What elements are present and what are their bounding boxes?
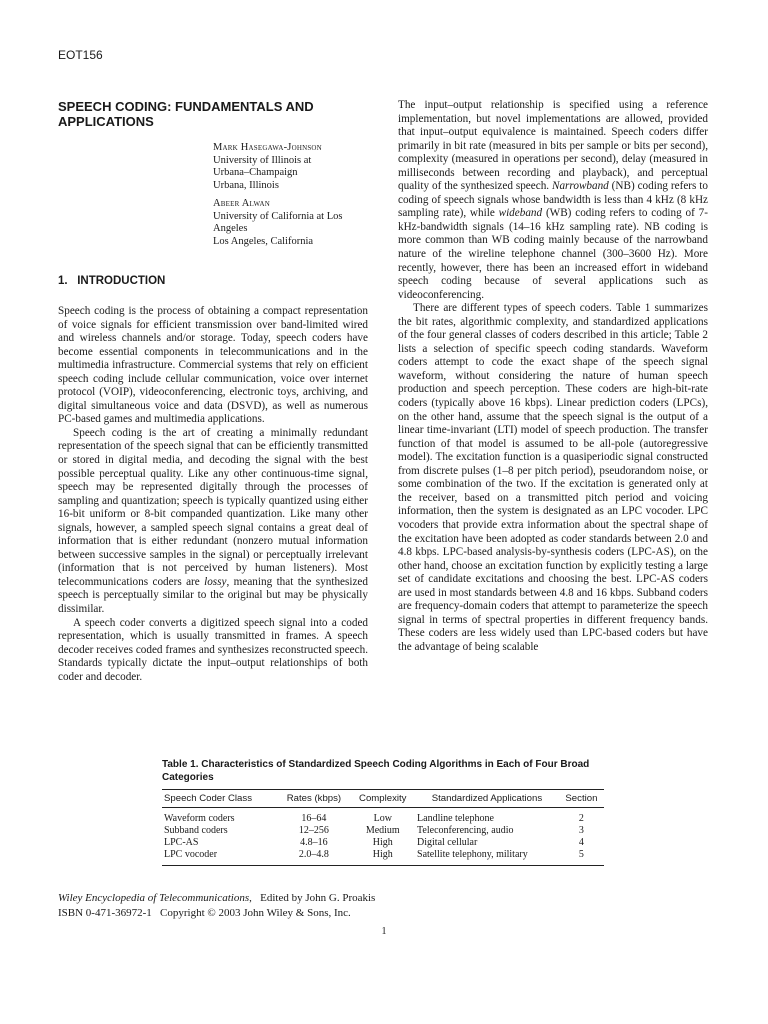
table-cell: 2 [578, 813, 584, 824]
coder-table [162, 789, 604, 866]
table-header-cell: Standardized Applications [415, 790, 559, 808]
section-heading [58, 275, 165, 287]
table-row [162, 849, 604, 866]
table-cell: 3 [578, 825, 584, 836]
table-header-cell: Complexity [351, 790, 416, 808]
table-cell: Digital cellular [417, 837, 478, 848]
table-cell: Teleconferencing, audio [417, 825, 514, 836]
emphasis: lossy [204, 575, 227, 588]
table-cell: Satellite telephony, military [415, 849, 559, 866]
affiliation-line: Urbana, Illinois [213, 179, 279, 191]
table-row [162, 837, 604, 849]
table-cell: Landline telephone [417, 813, 494, 824]
left-column [58, 305, 368, 684]
table-cell: 12–256 [298, 825, 329, 836]
table-header-cell: Section [559, 790, 604, 808]
paragraph: A speech coder converts a digitized speech signal into a coded representation, which is usually transmitted in frames. A speech decoder receives coded frames and synthesizes reconstructed speech. Standards typically dictate the input–output relationships of both coder and decoder. [58, 616, 368, 683]
affiliation-line: Angeles [213, 223, 248, 234]
author-affiliation [213, 211, 388, 249]
paragraph: The input–output relationship is specified using a reference implementation, but novel implementations are allowed, provided that input–output equivalence is maintained. Speech coders differ primarily in bit rate (measured in bits per sample or bits per second), complexity (measured in operations per second), delay (measured in milliseconds between recording and playback), and perceptual quality of the synthesized speech. Narrowband (NB) coding refers to coding of speech signals whose bandwidth is less than 4 kHz (8 kHz sampling rate), while wideband (WB) coding refers to coding of 7-kHz-bandwidth signals (14–16 kHz sampling rate). NB coding is more common than WB coding mainly because of the narrowband nature of the wireline telephone channel (300–3600 Hz). More recently, however, there has been an increased effort in wideband speech coding because of several applications such as videoconferencing. [398, 99, 708, 301]
paragraph: Speech coding is the art of creating a minimally redundant representation of the speech signal that can be efficiently transmitted or stored in digital media, and decoding the signal with the best possible perceptual quality. Like any other continuous-time signal, speech may be represented digitally through the processes of sampling and quantization; speech is typically quantized using either 16-bit uniform or 8-bit companded quantization. Like many other signals, however, a sampled speech signal contains a great deal of information that is either redundant (nonzero mutual information between successive samples in the signal) or perceptually irrelevant (information that is not perceived by human listeners). Most telecommunications coders are lossy, meaning that the synthesized speech is perceptually similar to the original but may be physically dissimilar. [58, 426, 368, 616]
citation-line [58, 891, 375, 906]
table-cell: Waveform coders [164, 813, 235, 824]
section-title: INTRODUCTION [77, 275, 166, 287]
table-caption: Table 1. Characteristics of Standardized Speech Coding Algorithms in Each of Four Broad Categories [162, 759, 590, 783]
table-header-cell: Speech Coder Class [162, 790, 277, 808]
table-cell: 16–64 [301, 813, 327, 824]
table-cell: 2.0–4.8 [277, 849, 350, 866]
table-cell: LPC vocoder [162, 849, 277, 866]
emphasis: Narrowband [552, 180, 609, 193]
affiliation-line: Urbana–Champaign [213, 167, 298, 178]
editor-text: , Edited by John G. Proakis [249, 892, 376, 904]
footer [58, 891, 375, 920]
table-cell: 4.8–16 [300, 837, 328, 848]
section-number: 1. [58, 275, 68, 287]
table-row [162, 825, 604, 837]
paragraph: There are different types of speech coders. Table 1 summarizes the bit rates, algorithmic complexity, and standardized applications of the four general classes of coders described in this article; Table 2 lists a selection of specific speech coding standards. Waveform coders attempt to code the exact shape of the speech signal waveform, without considering the nature of human speech production and speech perception. These coders are high-bit-rate coders (typically above 16 kbps). Linear prediction coders (LPCs), on the other hand, assume that the speech signal is the output of a linear time-invariant (LTI) model of speech production. The transfer function of that model is assumed to be all-pole (autoregressive model). The excitation function is a quasiperiodic signal constructed from discrete pulses (1–8 per pitch period), pseudorandom noise, or some combination of the two. If the excitation is generated only at the receiver, based on a transmitted pitch period and voicing information, then the system is designated as an LPC vocoder. LPC vocoders that provide extra information about the spectral shape of the excitation have been adopted as coder standards between 2.0 and 4.8 kbps. LPC-based analysis-by-synthesis coders (LPC-AS), on the other hand, choose an excitation function by explicitly testing a large set of candidate excitations and choosing the best. LPC-AS coders are used in most standards between 4.8 and 16 kbps. Subband coders are frequency-domain coders that attempt to parameterize the speech signal in terms of spectral properties in different frequency bands. These coders are less widely used than LPC-based coders but have the advantage of being scalable [398, 302, 708, 653]
author-block [213, 142, 388, 254]
affiliation-line: Los Angeles, California [213, 235, 314, 247]
table-cell: 4 [578, 837, 584, 848]
article-title: SPEECH CODING: FUNDAMENTALS AND APPLICATIONS [58, 99, 314, 129]
paragraph: Speech coding is the process of obtaining a compact representation of voice signals for efficient transmission over band-limited wired and wireless channels and/or storage. Today, speech coders have become essential components in telecommunications and in the multimedia infrastructure. Commercial systems that rely on efficient speech coding include cellular communication, voice over internet protocol (VOIP), videoconferencing, electronic toys, archiving, and digital simultaneous voice and data (DSVD), as well as numerous PC-based games and multimedia applications. [58, 305, 368, 426]
table-cell: High [351, 849, 416, 866]
table-cell: LPC-AS [164, 837, 199, 848]
page-number: 1 [381, 926, 387, 937]
table-cell: 5 [559, 849, 604, 866]
table-header-cell: Rates (kbps) [277, 790, 350, 808]
author-name: Abeer Alwan [213, 198, 270, 209]
affiliation-line: University of California at Los [213, 210, 343, 222]
article-code: EOT156 [58, 48, 103, 62]
book-title: Wiley Encyclopedia of Telecommunications [58, 892, 250, 904]
table-1 [162, 758, 604, 866]
table-cell: Low [373, 813, 392, 824]
table-cell: Medium [365, 825, 400, 836]
author-name: Mark Hasegawa-Johnson [213, 142, 322, 153]
author-affiliation [213, 155, 388, 193]
table-cell: High [372, 837, 393, 848]
emphasis: wideband [498, 207, 543, 220]
isbn-line: ISBN 0-471-36972-1 Copyright © 2003 John Wiley & Sons, Inc. [58, 906, 351, 919]
table-row [162, 808, 604, 826]
affiliation-line: University of Illinois at [213, 154, 312, 166]
right-column [398, 99, 708, 654]
table-header-row [162, 790, 604, 808]
table-cell: Subband coders [164, 825, 228, 836]
